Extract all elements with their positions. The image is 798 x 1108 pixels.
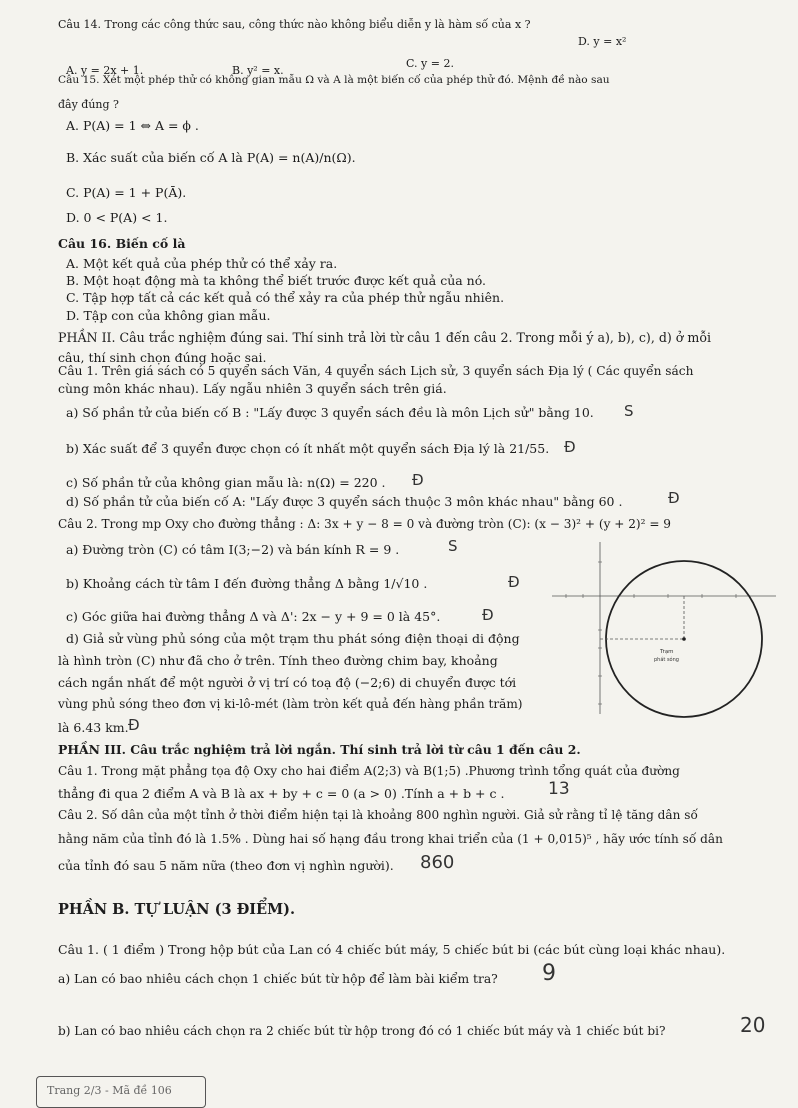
partB-q1-b: b) Lan có bao nhiêu cách chọn ra 2 chiếc bút từ hộp trong đó có 1 chiếc bút máy và 1 chiếc bút bi? xyxy=(58,1024,666,1038)
p2-q2-item-d-line4: vùng phủ sóng theo đơn vị ki-lô-mét (làm tròn kết quả đến hàng phần trăm) xyxy=(58,697,523,711)
p2-q1-mark-c: Đ xyxy=(412,471,424,489)
page-footer-box xyxy=(36,1076,206,1108)
p2-q1-item-b: b) Xác suất để 3 quyển được chọn có ít nhất một quyển sách Địa lý là 21/55. xyxy=(66,441,550,456)
p3-q2-answer: 860 xyxy=(420,852,455,873)
partB-q1-a: a) Lan có bao nhiêu cách chọn 1 chiếc bút từ hộp để làm bài kiểm tra? xyxy=(58,972,498,986)
p3-q2-line1: Câu 2. Số dân của một tỉnh ở thời điểm hiện tại là khoảng 800 nghìn người. Giả sử rằng tỉ lệ tăng dân số xyxy=(58,808,698,822)
p2-q2-item-d-line3: cách ngắn nhất để một người ở vị trí có toạ độ (−2;6) di chuyển được tới xyxy=(58,675,517,690)
p3-q1-answer: 13 xyxy=(548,779,570,799)
q15-option-b: B. Xác suất của biến cố A là P(A) = n(A)/n(Ω). xyxy=(66,150,356,165)
coverage-figure xyxy=(548,536,780,720)
partB-q1-b-answer: 20 xyxy=(740,1013,766,1037)
p2-q2-item-b: b) Khoảng cách từ tâm I đến đường thẳng Δ bằng 1/√10 . xyxy=(66,576,428,591)
q16-option-c: C. Tập hợp tất cả các kết quả có thể xảy ra của phép thử ngẫu nhiên. xyxy=(66,290,505,305)
p3-q2-line3: của tỉnh đó sau 5 năm nữa (theo đơn vị nghìn người). xyxy=(58,858,394,873)
part2-heading-line2: câu, thí sinh chọn đúng hoặc sai. xyxy=(58,350,267,365)
p2-q2-mark-a: S xyxy=(448,537,458,555)
p2-q1-stem-line2: cùng môn khác nhau). Lấy ngẫu nhiên 3 quyển sách trên giá. xyxy=(58,381,447,396)
q15-option-d: D. 0 < P(A) < 1. xyxy=(66,210,168,225)
p3-q1-line2: thẳng đi qua 2 điểm A và B là ax + by + c = 0 (a > 0) .Tính a + b + c . xyxy=(58,786,505,801)
figure-ticks xyxy=(566,562,736,704)
partB-q1-a-answer: 9 xyxy=(542,961,556,986)
partB-heading: PHẦN B. TỰ LUẬN (3 ĐIỂM). xyxy=(58,901,296,918)
q14-option-d: D. y = x² xyxy=(578,35,627,48)
q15-option-a: A. P(A) = 1 ⇔ A = ϕ . xyxy=(66,118,199,133)
p2-q1-stem-line1: Câu 1. Trên giá sách có 5 quyển sách Văn, 4 quyển sách Lịch sử, 3 quyển sách Địa lý ( Các quyển sách xyxy=(58,364,694,378)
q14-option-a: A. y = 2x + 1. xyxy=(66,64,144,77)
part3-heading: PHẦN III. Câu trắc nghiệm trả lời ngắn. Thí sinh trả lời từ câu 1 đến câu 2. xyxy=(58,742,581,757)
p3-q2-line2: hằng năm của tỉnh đó là 1.5% . Dùng hai số hạng đầu trong khai triển của (1 + 0,015)⁵ , hãy ước tính số dân xyxy=(58,832,723,846)
p3-q1-line1: Câu 1. Trong mặt phẳng tọa độ Oxy cho hai điểm A(2;3) và B(1;5) .Phương trình tổng quát của đường xyxy=(58,764,680,778)
q14-option-b: B. y² = x. xyxy=(232,64,284,77)
q16-option-b: B. Một hoạt động mà ta không thể biết trước được kết quả của nó. xyxy=(66,273,487,288)
p2-q2-item-d-line1: d) Giả sử vùng phủ sóng của một trạm thu phát sóng điện thoại di động xyxy=(66,631,520,646)
p2-q2-item-d-line5: là 6.43 km. xyxy=(58,720,129,735)
circle-center-point xyxy=(682,637,686,641)
p2-q1-mark-d: Đ xyxy=(668,489,680,507)
p2-q2-mark-b: Đ xyxy=(508,573,520,591)
page-footer-text: Trang 2/3 - Mã đề 106 xyxy=(47,1084,172,1097)
q14-option-c: C. y = 2. xyxy=(406,57,454,70)
q16-option-a: A. Một kết quả của phép thử có thể xảy ra. xyxy=(66,256,338,271)
p2-q2-item-c: c) Góc giữa hai đường thẳng Δ và Δ': 2x − y + 9 = 0 là 45°. xyxy=(66,609,441,624)
p2-q1-item-a: a) Số phần tử của biến cố B : "Lấy được 3 quyển sách đều là môn Lịch sử" bằng 10. xyxy=(66,405,594,420)
q14-stem: Câu 14. Trong các công thức sau, công thức nào không biểu diễn y là hàm số của x ? xyxy=(58,18,531,31)
figure-label-phat-song: phát sóng xyxy=(654,657,679,663)
q16-option-d: D. Tập con của không gian mẫu. xyxy=(66,308,271,323)
q15-stem-line2: đây đúng ? xyxy=(58,98,119,111)
q15-stem-line1: Câu 15. Xét một phép thử có không gian mẫu Ω và A là một biến cố của phép thử đó. Mệnh đề nào sau xyxy=(58,74,610,86)
p2-q1-mark-b: Đ xyxy=(564,438,576,456)
part2-heading-line1: PHẦN II. Câu trắc nghiệm đúng sai. Thí sinh trả lời từ câu 1 đến câu 2. Trong mỗi ý a), b), c), d) ở mỗi xyxy=(58,330,712,345)
p2-q2-stem: Câu 2. Trong mp Oxy cho đường thẳng : Δ: 3x + y − 8 = 0 và đường tròn (C): (x − 3)² + (y + 2)² = 9 xyxy=(58,517,672,531)
q15-option-c: C. P(A) = 1 + P(Ā). xyxy=(66,185,187,200)
p2-q2-mark-d: Đ xyxy=(128,716,140,734)
partB-q1-stem: Câu 1. ( 1 điểm ) Trong hộp bút của Lan có 4 chiếc bút máy, 5 chiếc bút bi (các bút cùng loại khác nhau). xyxy=(58,942,726,957)
p2-q2-mark-c: Đ xyxy=(482,606,494,624)
p2-q1-mark-a: S xyxy=(624,402,634,420)
p2-q1-item-d: d) Số phần tử của biến cố A: "Lấy được 3 quyển sách thuộc 3 môn khác nhau" bằng 60 . xyxy=(66,494,623,509)
p2-q1-item-c: c) Số phần tử của không gian mẫu là: n(Ω) = 220 . xyxy=(66,475,386,490)
p2-q2-item-d-line2: là hình tròn (C) như đã cho ở trên. Tính theo đường chim bay, khoảng xyxy=(58,653,498,668)
p2-q2-item-a: a) Đường tròn (C) có tâm I(3;−2) và bán kính R = 9 . xyxy=(66,542,400,557)
q16-stem: Câu 16. Biến cố là xyxy=(58,236,186,251)
figure-label-tram: Trạm xyxy=(660,649,674,655)
